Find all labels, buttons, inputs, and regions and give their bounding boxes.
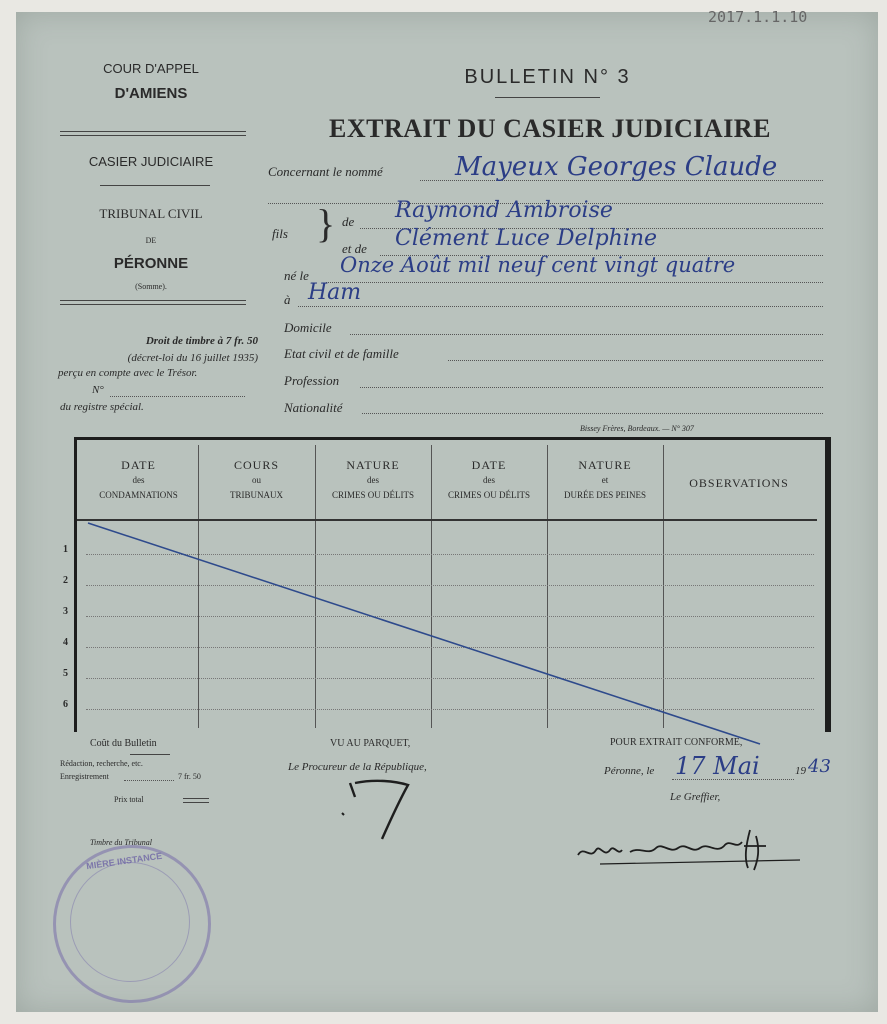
court-city: D'AMIENS <box>114 85 188 102</box>
court-seal <box>53 845 211 1003</box>
birth-date-value: Onze Août mil neuf cent vingt quatre <box>340 253 736 277</box>
issue-date-value: 17 Mai <box>675 752 760 780</box>
col-header-line: NATURE <box>578 458 632 472</box>
row-number: 5 <box>63 668 68 679</box>
col-header-line: des <box>367 475 379 485</box>
col-header-line: TRIBUNAUX <box>230 490 283 500</box>
col-header-line: ou <box>252 475 261 485</box>
archive-reference: 2017.1.1.10 <box>708 8 808 26</box>
divider <box>183 802 209 803</box>
father-name-value: Raymond Ambroise <box>395 198 613 223</box>
mother-label: et de <box>342 241 367 256</box>
birth-place-value: Ham <box>308 280 362 305</box>
col-header-line: DATE <box>121 458 156 472</box>
stamp-note-line: du registre spécial. <box>60 401 144 413</box>
greffier-signature <box>570 820 810 880</box>
casier-label: CASIER JUDICIAIRE <box>88 154 214 169</box>
col-header-line: des <box>483 475 495 485</box>
stamp-note-line: Droit de timbre à 7 fr. 50 <box>145 335 258 347</box>
mother-name-value: Clément Luce Delphine <box>395 226 658 251</box>
date-place-label: Péronne, le <box>604 765 655 777</box>
row-number: 6 <box>63 699 68 710</box>
brace-icon: } <box>316 201 336 246</box>
col-header-line: COURS <box>233 458 279 472</box>
profession-label: Profession <box>284 373 340 388</box>
stamp-note-line: N° <box>92 384 104 396</box>
col-header-line: des <box>132 475 145 485</box>
parquet-title: VU AU PARQUET, <box>330 738 411 749</box>
cost-line: Rédaction, recherche, etc. <box>60 759 143 768</box>
concernant-label: Concernant le nommé <box>268 164 383 179</box>
row-number: 3 <box>63 606 68 617</box>
domicile-label: Domicile <box>284 320 332 335</box>
greffier-label: Le Greffier, <box>670 791 721 803</box>
stamp-note-line: perçu en compte avec le Trésor. <box>58 367 198 379</box>
col-header-line: DURÉE DES PEINES <box>563 490 646 500</box>
divider <box>183 798 209 799</box>
seal-inner-ring <box>70 862 190 982</box>
tribunal-dept: (Somme). <box>135 282 167 291</box>
printer-mark: Bissey Frères, Bordeaux. — N° 307 <box>580 424 694 433</box>
tribunal-seat: PÉRONNE <box>113 255 189 272</box>
birth-date-label: né le <box>284 268 309 283</box>
cost-line-label: Enregistrement <box>60 772 109 781</box>
nationality-label: Nationalité <box>284 400 343 415</box>
conforme-title: POUR EXTRAIT CONFORME, <box>610 737 743 748</box>
col-header-line: DATE <box>471 458 507 472</box>
fils-label: fils <box>272 226 288 241</box>
field-line <box>672 779 794 780</box>
person-name-value: Mayeux Georges Claude <box>455 152 778 182</box>
col-header-line: NATURE <box>346 458 400 472</box>
tribunal-label: TRIBUNAL CIVIL <box>99 206 203 221</box>
father-label: de <box>342 214 355 229</box>
timbre-label: Timbre du Tribunal <box>90 838 152 847</box>
col-header-observations: OBSERVATIONS <box>689 476 789 490</box>
bulletin-number: BULLETIN N° 3 <box>464 66 631 88</box>
field-line <box>124 780 174 781</box>
row-number: 4 <box>63 637 68 648</box>
document-title: EXTRAIT DU CASIER JUDICIAIRE <box>329 114 771 143</box>
year-value: 43 <box>808 756 831 777</box>
cost-line-value: 7 fr. 50 <box>178 772 201 781</box>
row-number: 2 <box>63 575 68 586</box>
col-header-line: CONDAMNATIONS <box>99 490 178 500</box>
divider <box>130 754 170 755</box>
procureur-signature <box>330 775 420 845</box>
row-number: 1 <box>63 544 68 555</box>
seal-text: MIÈRE INSTANCE <box>85 850 163 872</box>
civil-status-label: Etat civil et de famille <box>284 346 399 361</box>
col-header-line: CRIMES OU DÉLITS <box>331 490 414 500</box>
birth-place-label: à <box>284 292 291 307</box>
cost-total-label: Prix total <box>114 795 144 804</box>
year-prefix: 19 <box>795 765 806 777</box>
stamp-note-line: (décret-loi du 16 juillet 1935) <box>127 352 258 364</box>
col-header-line: et <box>601 475 609 485</box>
procureur-label: Le Procureur de la République, <box>288 761 427 773</box>
court-name: COUR D'APPEL <box>103 61 199 76</box>
col-header-line: CRIMES OU DÉLITS <box>447 490 530 500</box>
tribunal-de: DE <box>145 236 157 245</box>
cost-title: Coût du Bulletin <box>90 738 157 749</box>
